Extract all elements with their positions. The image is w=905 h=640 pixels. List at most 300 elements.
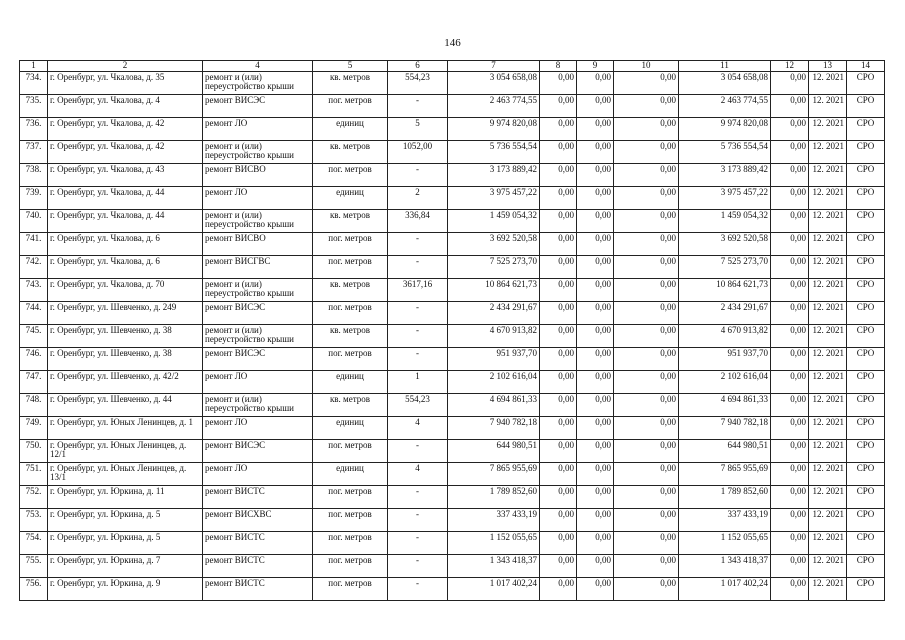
table-row [20,186,885,209]
source-cell: СРО [847,117,885,140]
row-number: 745. [20,324,48,347]
quantity-cell: 4 [388,416,448,439]
municipal-cell: 0,00 [614,324,679,347]
cost-cell: 9 974 820,08 [448,117,540,140]
table-row [20,301,885,324]
unit-cell: единиц [313,370,388,393]
owners-cell: 0,00 [771,71,809,94]
table-row [20,462,885,485]
deadline-cell: 12. 2021 [809,462,847,485]
municipal-cell: 0,00 [614,232,679,255]
row-number: 735. [20,94,48,117]
source-cell: СРО [847,163,885,186]
cost-cell: 4 694 861,33 [448,393,540,416]
column-header: 5 [313,61,388,72]
municipal-cell: 0,00 [614,301,679,324]
deadline-cell: 12. 2021 [809,485,847,508]
source-cell: СРО [847,370,885,393]
column-number-row [20,61,885,72]
fund-cell: 0,00 [540,485,577,508]
total-cell: 7 865 955,69 [679,462,771,485]
work-type-cell: ремонт и (или) переустройство крыши [203,209,313,232]
row-number: 754. [20,531,48,554]
municipal-cell: 0,00 [614,577,679,600]
row-number: 752. [20,485,48,508]
unit-cell: пог. метров [313,554,388,577]
deadline-cell: 12. 2021 [809,531,847,554]
total-cell: 1 789 852,60 [679,485,771,508]
source-cell: СРО [847,439,885,462]
cost-cell: 337 433,19 [448,508,540,531]
cost-cell: 3 173 889,42 [448,163,540,186]
work-type-cell: ремонт ВИСТС [203,577,313,600]
address-cell: г. Оренбург, ул. Чкалова, д. 6 [48,232,203,255]
source-cell: СРО [847,416,885,439]
column-header: 2 [48,61,203,72]
cost-cell: 1 789 852,60 [448,485,540,508]
budget-cell: 0,00 [577,416,614,439]
deadline-cell: 12. 2021 [809,301,847,324]
deadline-cell: 12. 2021 [809,94,847,117]
address-cell: г. Оренбург, ул. Шевченко, д. 42/2 [48,370,203,393]
municipal-cell: 0,00 [614,508,679,531]
address-cell: г. Оренбург, ул. Шевченко, д. 249 [48,301,203,324]
deadline-cell: 12. 2021 [809,232,847,255]
budget-cell: 0,00 [577,554,614,577]
row-number: 741. [20,232,48,255]
total-cell: 3 173 889,42 [679,163,771,186]
unit-cell: пог. метров [313,485,388,508]
unit-cell: пог. метров [313,301,388,324]
column-header: 6 [388,61,448,72]
unit-cell: пог. метров [313,439,388,462]
source-cell: СРО [847,393,885,416]
quantity-cell: 554,23 [388,71,448,94]
budget-cell: 0,00 [577,508,614,531]
source-cell: СРО [847,554,885,577]
row-number: 744. [20,301,48,324]
municipal-cell: 0,00 [614,94,679,117]
source-cell: СРО [847,278,885,301]
total-cell: 951 937,70 [679,347,771,370]
cost-cell: 1 343 418,37 [448,554,540,577]
row-number: 743. [20,278,48,301]
work-type-cell: ремонт ЛО [203,370,313,393]
deadline-cell: 12. 2021 [809,163,847,186]
address-cell: г. Оренбург, ул. Юных Ленинцев, д. 12/1 [48,439,203,462]
table-row [20,416,885,439]
source-cell: СРО [847,462,885,485]
owners-cell: 0,00 [771,94,809,117]
deadline-cell: 12. 2021 [809,324,847,347]
budget-cell: 0,00 [577,370,614,393]
quantity-cell: - [388,485,448,508]
work-type-cell: ремонт и (или) переустройство крыши [203,71,313,94]
repair-program-table [19,60,885,601]
fund-cell: 0,00 [540,71,577,94]
budget-cell: 0,00 [577,324,614,347]
address-cell: г. Оренбург, ул. Чкалова, д. 42 [48,117,203,140]
total-cell: 4 694 861,33 [679,393,771,416]
address-cell: г. Оренбург, ул. Чкалова, д. 6 [48,255,203,278]
address-cell: г. Оренбург, ул. Шевченко, д. 38 [48,324,203,347]
total-cell: 1 152 055,65 [679,531,771,554]
deadline-cell: 12. 2021 [809,278,847,301]
budget-cell: 0,00 [577,393,614,416]
cost-cell: 7 865 955,69 [448,462,540,485]
budget-cell: 0,00 [577,301,614,324]
owners-cell: 0,00 [771,278,809,301]
address-cell: г. Оренбург, ул. Чкалова, д. 43 [48,163,203,186]
column-header: 13 [809,61,847,72]
budget-cell: 0,00 [577,485,614,508]
row-number: 751. [20,462,48,485]
municipal-cell: 0,00 [614,439,679,462]
table-row [20,531,885,554]
cost-cell: 1 152 055,65 [448,531,540,554]
municipal-cell: 0,00 [614,278,679,301]
table-row [20,508,885,531]
unit-cell: кв. метров [313,278,388,301]
cost-cell: 4 670 913,82 [448,324,540,347]
deadline-cell: 12. 2021 [809,186,847,209]
column-header: 10 [614,61,679,72]
unit-cell: кв. метров [313,140,388,163]
municipal-cell: 0,00 [614,140,679,163]
fund-cell: 0,00 [540,416,577,439]
source-cell: СРО [847,255,885,278]
owners-cell: 0,00 [771,508,809,531]
owners-cell: 0,00 [771,439,809,462]
municipal-cell: 0,00 [614,531,679,554]
source-cell: СРО [847,324,885,347]
row-number: 753. [20,508,48,531]
deadline-cell: 12. 2021 [809,71,847,94]
table-row [20,94,885,117]
source-cell: СРО [847,71,885,94]
source-cell: СРО [847,209,885,232]
owners-cell: 0,00 [771,416,809,439]
municipal-cell: 0,00 [614,370,679,393]
cost-cell: 7 940 782,18 [448,416,540,439]
address-cell: г. Оренбург, ул. Юных Ленинцев, д. 13/1 [48,462,203,485]
work-type-cell: ремонт ВИСЭС [203,439,313,462]
budget-cell: 0,00 [577,163,614,186]
row-number: 739. [20,186,48,209]
address-cell: г. Оренбург, ул. Юных Ленинцев, д. 1 [48,416,203,439]
row-number: 750. [20,439,48,462]
deadline-cell: 12. 2021 [809,416,847,439]
total-cell: 7 940 782,18 [679,416,771,439]
address-cell: г. Оренбург, ул. Чкалова, д. 35 [48,71,203,94]
cost-cell: 2 434 291,67 [448,301,540,324]
owners-cell: 0,00 [771,301,809,324]
column-header: 12 [771,61,809,72]
quantity-cell: 1 [388,370,448,393]
source-cell: СРО [847,301,885,324]
total-cell: 5 736 554,54 [679,140,771,163]
budget-cell: 0,00 [577,232,614,255]
address-cell: г. Оренбург, ул. Чкалова, д. 70 [48,278,203,301]
budget-cell: 0,00 [577,255,614,278]
work-type-cell: ремонт ВИСТС [203,485,313,508]
total-cell: 3 054 658,08 [679,71,771,94]
row-number: 737. [20,140,48,163]
quantity-cell: - [388,508,448,531]
unit-cell: пог. метров [313,232,388,255]
unit-cell: кв. метров [313,71,388,94]
row-number: 748. [20,393,48,416]
cost-cell: 644 980,51 [448,439,540,462]
fund-cell: 0,00 [540,278,577,301]
address-cell: г. Оренбург, ул. Чкалова, д. 4 [48,94,203,117]
owners-cell: 0,00 [771,393,809,416]
owners-cell: 0,00 [771,163,809,186]
work-type-cell: ремонт ВИСВО [203,232,313,255]
quantity-cell: - [388,255,448,278]
municipal-cell: 0,00 [614,255,679,278]
quantity-cell: - [388,163,448,186]
row-number: 746. [20,347,48,370]
municipal-cell: 0,00 [614,485,679,508]
work-type-cell: ремонт и (или) переустройство крыши [203,393,313,416]
owners-cell: 0,00 [771,140,809,163]
municipal-cell: 0,00 [614,462,679,485]
deadline-cell: 12. 2021 [809,347,847,370]
row-number: 740. [20,209,48,232]
municipal-cell: 0,00 [614,347,679,370]
unit-cell: пог. метров [313,508,388,531]
fund-cell: 0,00 [540,439,577,462]
table-row [20,278,885,301]
source-cell: СРО [847,577,885,600]
table-row [20,577,885,600]
cost-cell: 1 017 402,24 [448,577,540,600]
quantity-cell: - [388,439,448,462]
unit-cell: кв. метров [313,393,388,416]
quantity-cell: 336,84 [388,209,448,232]
work-type-cell: ремонт и (или) переустройство крыши [203,278,313,301]
budget-cell: 0,00 [577,71,614,94]
municipal-cell: 0,00 [614,117,679,140]
total-cell: 2 463 774,55 [679,94,771,117]
unit-cell: единиц [313,462,388,485]
work-type-cell: ремонт ВИСТС [203,531,313,554]
address-cell: г. Оренбург, ул. Юркина, д. 11 [48,485,203,508]
work-type-cell: ремонт ЛО [203,416,313,439]
fund-cell: 0,00 [540,209,577,232]
quantity-cell: 554,23 [388,393,448,416]
cost-cell: 2 102 616,04 [448,370,540,393]
cost-cell: 951 937,70 [448,347,540,370]
table-row [20,209,885,232]
fund-cell: 0,00 [540,577,577,600]
unit-cell: кв. метров [313,324,388,347]
quantity-cell: 1052,00 [388,140,448,163]
work-type-cell: ремонт ВИСГВС [203,255,313,278]
municipal-cell: 0,00 [614,554,679,577]
fund-cell: 0,00 [540,232,577,255]
work-type-cell: ремонт ЛО [203,117,313,140]
unit-cell: единиц [313,186,388,209]
owners-cell: 0,00 [771,531,809,554]
budget-cell: 0,00 [577,462,614,485]
work-type-cell: ремонт ВИСЭС [203,301,313,324]
row-number: 756. [20,577,48,600]
budget-cell: 0,00 [577,140,614,163]
fund-cell: 0,00 [540,554,577,577]
table-row [20,370,885,393]
fund-cell: 0,00 [540,255,577,278]
column-header: 7 [448,61,540,72]
table-row [20,393,885,416]
budget-cell: 0,00 [577,186,614,209]
owners-cell: 0,00 [771,370,809,393]
fund-cell: 0,00 [540,163,577,186]
address-cell: г. Оренбург, ул. Шевченко, д. 44 [48,393,203,416]
page-number: 146 [444,37,461,49]
cost-cell: 3 975 457,22 [448,186,540,209]
fund-cell: 0,00 [540,347,577,370]
budget-cell: 0,00 [577,278,614,301]
table-row [20,255,885,278]
source-cell: СРО [847,140,885,163]
unit-cell: кв. метров [313,209,388,232]
municipal-cell: 0,00 [614,186,679,209]
address-cell: г. Оренбург, ул. Юркина, д. 9 [48,577,203,600]
total-cell: 3 692 520,58 [679,232,771,255]
source-cell: СРО [847,232,885,255]
total-cell: 1 343 418,37 [679,554,771,577]
table-row [20,324,885,347]
quantity-cell: - [388,577,448,600]
deadline-cell: 12. 2021 [809,554,847,577]
work-type-cell: ремонт ВИСХВС [203,508,313,531]
row-number: 749. [20,416,48,439]
total-cell: 7 525 273,70 [679,255,771,278]
budget-cell: 0,00 [577,577,614,600]
address-cell: г. Оренбург, ул. Чкалова, д. 42 [48,140,203,163]
work-type-cell: ремонт и (или) переустройство крыши [203,324,313,347]
fund-cell: 0,00 [540,462,577,485]
total-cell: 1 017 402,24 [679,577,771,600]
municipal-cell: 0,00 [614,416,679,439]
quantity-cell: - [388,324,448,347]
fund-cell: 0,00 [540,140,577,163]
source-cell: СРО [847,531,885,554]
total-cell: 1 459 054,32 [679,209,771,232]
work-type-cell: ремонт ВИСЭС [203,347,313,370]
municipal-cell: 0,00 [614,209,679,232]
cost-cell: 1 459 054,32 [448,209,540,232]
budget-cell: 0,00 [577,209,614,232]
cost-cell: 5 736 554,54 [448,140,540,163]
address-cell: г. Оренбург, ул. Чкалова, д. 44 [48,186,203,209]
work-type-cell: ремонт ВИСТС [203,554,313,577]
address-cell: г. Оренбург, ул. Юркина, д. 7 [48,554,203,577]
unit-cell: пог. метров [313,347,388,370]
cost-cell: 2 463 774,55 [448,94,540,117]
fund-cell: 0,00 [540,370,577,393]
work-type-cell: ремонт и (или) переустройство крыши [203,140,313,163]
row-number: 755. [20,554,48,577]
owners-cell: 0,00 [771,232,809,255]
column-header: 9 [577,61,614,72]
municipal-cell: 0,00 [614,163,679,186]
quantity-cell: - [388,301,448,324]
source-cell: СРО [847,508,885,531]
address-cell: г. Оренбург, ул. Юркина, д. 5 [48,508,203,531]
fund-cell: 0,00 [540,117,577,140]
unit-cell: пог. метров [313,255,388,278]
table-row [20,485,885,508]
row-number: 747. [20,370,48,393]
unit-cell: единиц [313,416,388,439]
municipal-cell: 0,00 [614,71,679,94]
deadline-cell: 12. 2021 [809,577,847,600]
fund-cell: 0,00 [540,393,577,416]
total-cell: 9 974 820,08 [679,117,771,140]
work-type-cell: ремонт ЛО [203,186,313,209]
cost-cell: 3 054 658,08 [448,71,540,94]
table-row [20,71,885,94]
address-cell: г. Оренбург, ул. Шевченко, д. 38 [48,347,203,370]
total-cell: 644 980,51 [679,439,771,462]
cost-cell: 3 692 520,58 [448,232,540,255]
fund-cell: 0,00 [540,186,577,209]
address-cell: г. Оренбург, ул. Юркина, д. 5 [48,531,203,554]
source-cell: СРО [847,347,885,370]
fund-cell: 0,00 [540,301,577,324]
unit-cell: пог. метров [313,163,388,186]
budget-cell: 0,00 [577,439,614,462]
owners-cell: 0,00 [771,554,809,577]
owners-cell: 0,00 [771,324,809,347]
quantity-cell: - [388,554,448,577]
fund-cell: 0,00 [540,531,577,554]
total-cell: 2 102 616,04 [679,370,771,393]
table-row [20,232,885,255]
deadline-cell: 12. 2021 [809,117,847,140]
budget-cell: 0,00 [577,531,614,554]
unit-cell: пог. метров [313,577,388,600]
row-number: 742. [20,255,48,278]
work-type-cell: ремонт ЛО [203,462,313,485]
deadline-cell: 12. 2021 [809,439,847,462]
column-header: 1 [20,61,48,72]
unit-cell: пог. метров [313,531,388,554]
source-cell: СРО [847,485,885,508]
deadline-cell: 12. 2021 [809,209,847,232]
table-row [20,347,885,370]
deadline-cell: 12. 2021 [809,140,847,163]
owners-cell: 0,00 [771,255,809,278]
quantity-cell: - [388,94,448,117]
address-cell: г. Оренбург, ул. Чкалова, д. 44 [48,209,203,232]
work-type-cell: ремонт ВИСЭС [203,94,313,117]
unit-cell: единиц [313,117,388,140]
budget-cell: 0,00 [577,347,614,370]
column-header: 8 [540,61,577,72]
owners-cell: 0,00 [771,209,809,232]
deadline-cell: 12. 2021 [809,370,847,393]
row-number: 734. [20,71,48,94]
source-cell: СРО [847,186,885,209]
row-number: 736. [20,117,48,140]
table-row [20,554,885,577]
owners-cell: 0,00 [771,462,809,485]
total-cell: 4 670 913,82 [679,324,771,347]
